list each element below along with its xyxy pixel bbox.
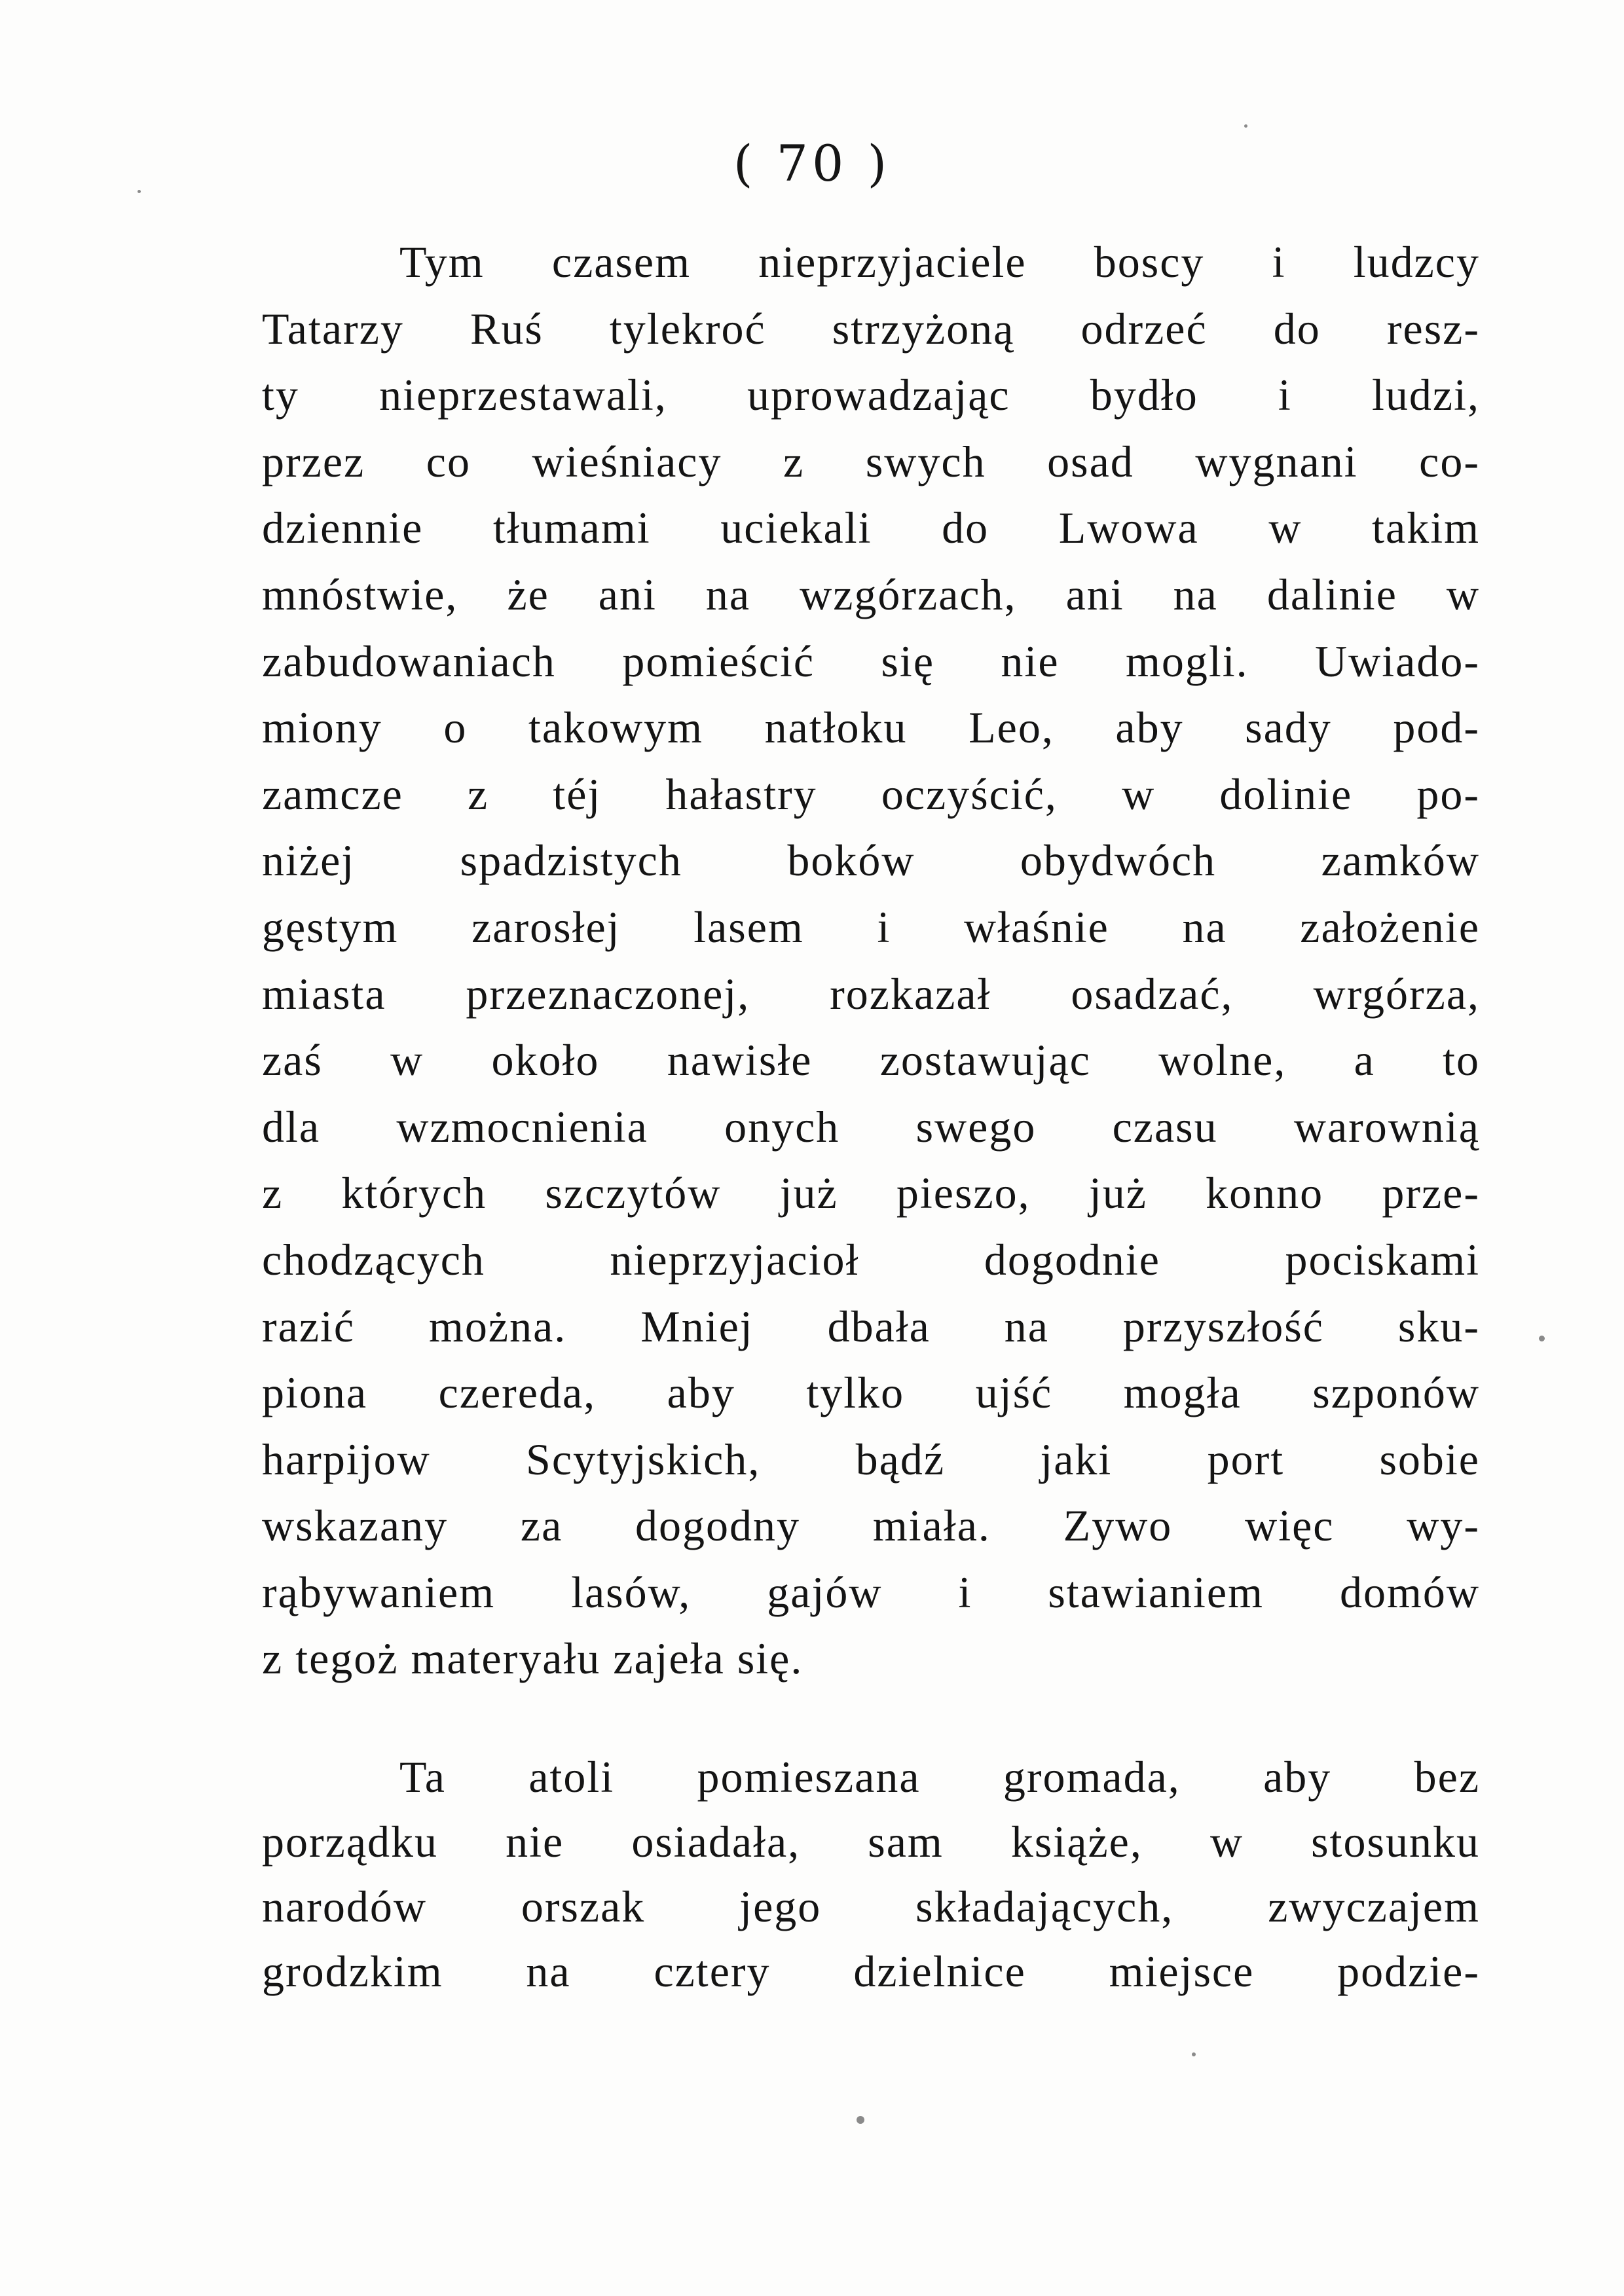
text-line: piona czereda, aby tylko ujść mogła szponów: [262, 1368, 1480, 1418]
text-line: przez co wieśniacy z swych osad wygnani co-: [262, 436, 1480, 486]
text-line: zaś w około nawisłe zostawując wolne, a to: [262, 1035, 1480, 1085]
text-line: ty nieprzestawali, uprowadzając bydło i ludzi,: [262, 370, 1480, 420]
text-line: mnóstwie, że ani na wzgórzach, ani na dalinie w: [262, 569, 1480, 619]
text-line: rąbywaniem lasów, gajów i stawianiem domów: [262, 1567, 1480, 1617]
text-line: grodzkim na cztery dzielnice miejsce podzie-: [262, 1946, 1480, 1996]
ink-speck: [138, 190, 141, 193]
text-line: dziennie tłumami uciekali do Lwowa w takim: [262, 503, 1480, 553]
text-line: z których szczytów już pieszo, już konno prze-: [262, 1168, 1480, 1218]
text-line: porządku nie osiadała, sam książe, w stosunku: [262, 1817, 1480, 1867]
ink-speck: [857, 2116, 864, 2124]
text-line: chodzących nieprzyjacioł dogodnie pociskami: [262, 1234, 1480, 1285]
text-line: Tym czasem nieprzyjaciele boscy i ludzcy: [399, 237, 1480, 287]
text-line: miasta przeznaczonej, rozkazał osadzać, wrgórza,: [262, 968, 1480, 1019]
text-line: Ta atoli pomieszana gromada, aby bez: [399, 1752, 1480, 1802]
text-line: miony o takowym natłoku Leo, aby sady pod-: [262, 702, 1480, 753]
page-number: ( 70 ): [733, 134, 891, 192]
text-line: zamcze z téj hałastry oczyścić, w dolinie po-: [262, 769, 1480, 819]
text-line: z tegoż materyału zajeła się.: [262, 1633, 803, 1684]
ink-speck: [1192, 2052, 1196, 2056]
text-line: zabudowaniach pomieścić się nie mogli. Uwiado-: [262, 636, 1480, 686]
text-line: Tatarzy Ruś tylekroć strzyżoną odrzeć do resz-: [262, 303, 1480, 354]
text-line: niżej spadzistych boków obydwóch zamków: [262, 835, 1480, 886]
text-line: dla wzmocnienia onych swego czasu warownią: [262, 1101, 1480, 1152]
text-line: razić można. Mniej dbała na przyszłość sku-: [262, 1301, 1480, 1351]
paragraph-2: [262, 1745, 1480, 2004]
text-line: gęstym zarosłej lasem i właśnie na założenie: [262, 902, 1480, 952]
ink-speck: [1244, 124, 1247, 128]
text-line: narodów orszak jego składających, zwyczajem: [262, 1882, 1480, 1931]
paragraph-1: [262, 229, 1480, 1692]
ink-speck: [1539, 1336, 1545, 1341]
text-line: wskazany za dogodny miała. Zywo więc wy-: [262, 1501, 1480, 1551]
text-line: harpijow Scytyjskich, bądź jaki port sobie: [262, 1434, 1480, 1484]
